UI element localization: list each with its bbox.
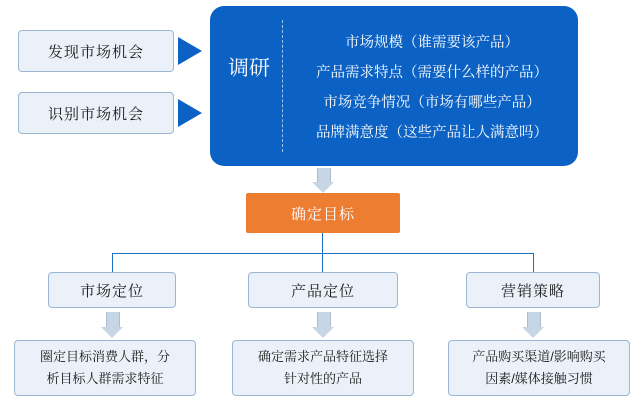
research-point-3: 市场竞争情况（市场有哪些产品）: [323, 95, 541, 111]
node-marketing-strategy-detail[interactable]: [448, 340, 630, 396]
node-label: 市场定位: [79, 282, 144, 300]
node-marketing-strategy[interactable]: [466, 272, 600, 308]
detail-line-2: 析目标人群需求特征: [46, 371, 164, 386]
node-market-positioning[interactable]: [48, 272, 176, 308]
detail-line-1: 圈定目标消费人群，分: [39, 349, 170, 364]
panel-research: [210, 6, 578, 166]
connector-goal-stem: [322, 233, 323, 253]
node-discover-market-opportunity[interactable]: [18, 30, 174, 72]
node-identify-market-opportunity[interactable]: [18, 92, 174, 134]
connector-branch-1: [112, 253, 113, 272]
panel-research-points: [298, 28, 566, 148]
arrow-down-icon-panel-to-goal: [312, 168, 334, 192]
connector-branch-3: [533, 253, 534, 272]
detail-line-1: 确定需求产品特征选择: [257, 349, 388, 364]
node-label: 发现市场机会: [47, 43, 144, 61]
panel-research-title: 调研: [228, 57, 270, 80]
arrow-right-icon-1: [178, 37, 202, 65]
node-label: 确定目标: [290, 205, 355, 223]
panel-divider: [282, 20, 283, 152]
node-label: 产品定位: [290, 282, 355, 300]
detail-line-2: 因素/媒体接触习惯: [485, 371, 593, 386]
node-product-positioning[interactable]: [248, 272, 398, 308]
arrow-down-icon-branch-1: [101, 312, 123, 338]
arrow-down-icon-branch-3: [522, 312, 544, 338]
node-label: 营销策略: [500, 282, 565, 300]
connector-branch-2: [322, 253, 323, 272]
node-market-positioning-detail[interactable]: [14, 340, 196, 396]
detail-line-1: 产品购买渠道/影响购买: [472, 349, 606, 364]
arrow-down-icon-branch-2: [312, 312, 334, 338]
node-label: 识别市场机会: [47, 105, 144, 123]
node-product-positioning-detail[interactable]: [232, 340, 414, 396]
research-point-4: 品牌满意度（这些产品让人满意吗）: [316, 125, 548, 141]
research-point-1: 市场规模（谁需要该产品）: [345, 35, 519, 51]
arrow-right-icon-2: [178, 99, 202, 127]
detail-line-2: 针对性的产品: [283, 371, 362, 386]
node-set-goal[interactable]: [246, 193, 400, 233]
research-point-2: 产品需求特点（需要什么样的产品）: [316, 65, 548, 81]
